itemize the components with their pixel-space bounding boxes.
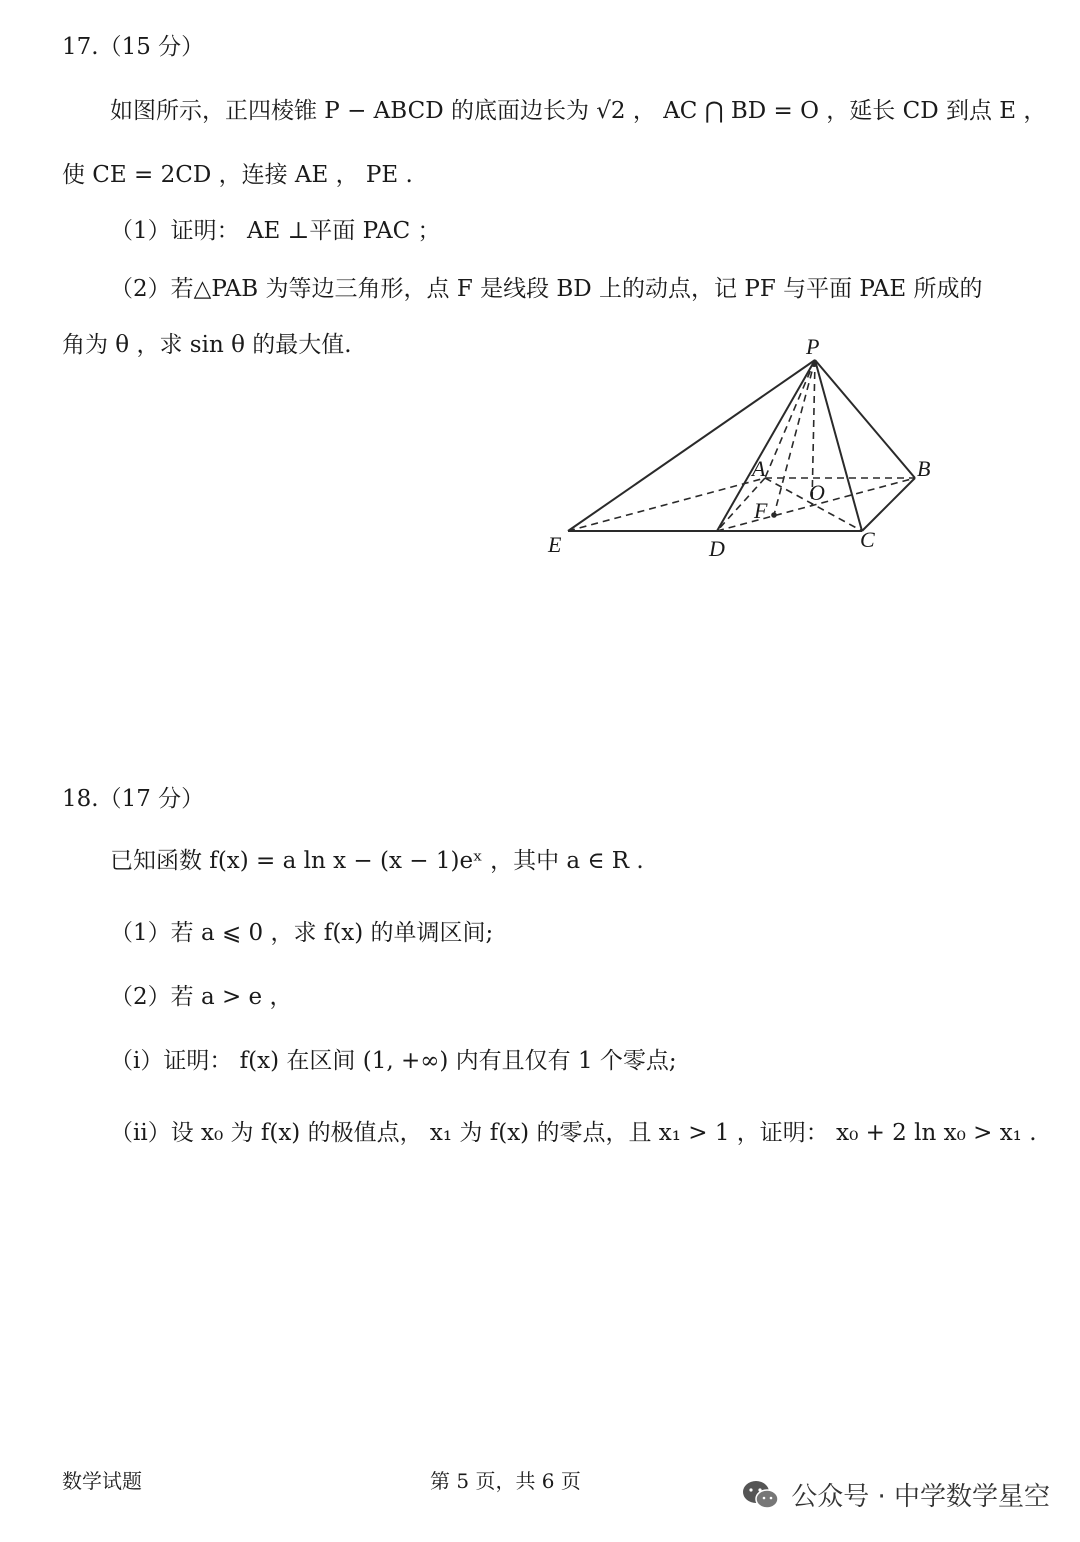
edge-PC (815, 360, 862, 531)
edge-PB (815, 360, 915, 478)
q17-part2-line2: 角为 θ ，求 sin θ 的最大值. (62, 332, 352, 358)
q17-part2-line1: （2）若△PAB 为等边三角形，点 F 是线段 BD 上的动点，记 PF 与平面 PAE 所成的 (110, 276, 983, 302)
footer-left: 数学试题 (62, 1469, 142, 1493)
q17-part1: （1）证明： AE ⊥平面 PAC ； (110, 218, 441, 244)
q17-header: 17.（15 分） (62, 34, 205, 60)
footer-page-number: 第 5 页，共 6 页 (430, 1469, 581, 1493)
q17-stem-line2: 使 CE = 2CD ，连接 AE ， PE . (62, 162, 413, 188)
label-F: F (754, 498, 768, 523)
segment-AE (568, 478, 765, 531)
q18-stem: 已知函数 f(x) = a ln x − (x − 1)eˣ ，其中 a ∈ R . (110, 848, 644, 874)
watermark (741, 1476, 1050, 1513)
edge-PE (568, 360, 815, 531)
label-D: D (709, 536, 725, 561)
q18-part2-i: （i）证明： f(x) 在区间 (1, +∞) 内有且仅有 1 个零点; (110, 1048, 677, 1074)
q18-part2-ii: （ii）设 x₀ 为 f(x) 的极值点， x₁ 为 f(x) 的零点，且 x₁ > 1 ，证明： x₀ + 2 ln x₀ > x₁ . (110, 1120, 1037, 1146)
label-A: A (752, 456, 766, 481)
edge-CB (862, 478, 915, 531)
label-E: E (548, 532, 562, 557)
wechat-icon (741, 1478, 781, 1512)
label-P: P (806, 334, 820, 359)
point-F (771, 512, 777, 518)
pyramid-figure (540, 330, 960, 570)
q18-part1: （1）若 a ⩽ 0 ，求 f(x) 的单调区间; (110, 920, 494, 946)
label-C: C (860, 527, 875, 552)
watermark-text: 公众号 · 中学数学星空 (791, 1482, 1050, 1512)
label-B: B (917, 456, 931, 481)
q18-part2: （2）若 a > e ， (110, 984, 293, 1010)
q18-header: 18.（17 分） (62, 786, 205, 812)
label-O: O (809, 480, 825, 505)
q17-stem-line1: 如图所示，正四棱锥 P − ABCD 的底面边长为 √2 ， AC ⋂ BD = O ，延长 CD 到点 E ， (110, 98, 1047, 124)
